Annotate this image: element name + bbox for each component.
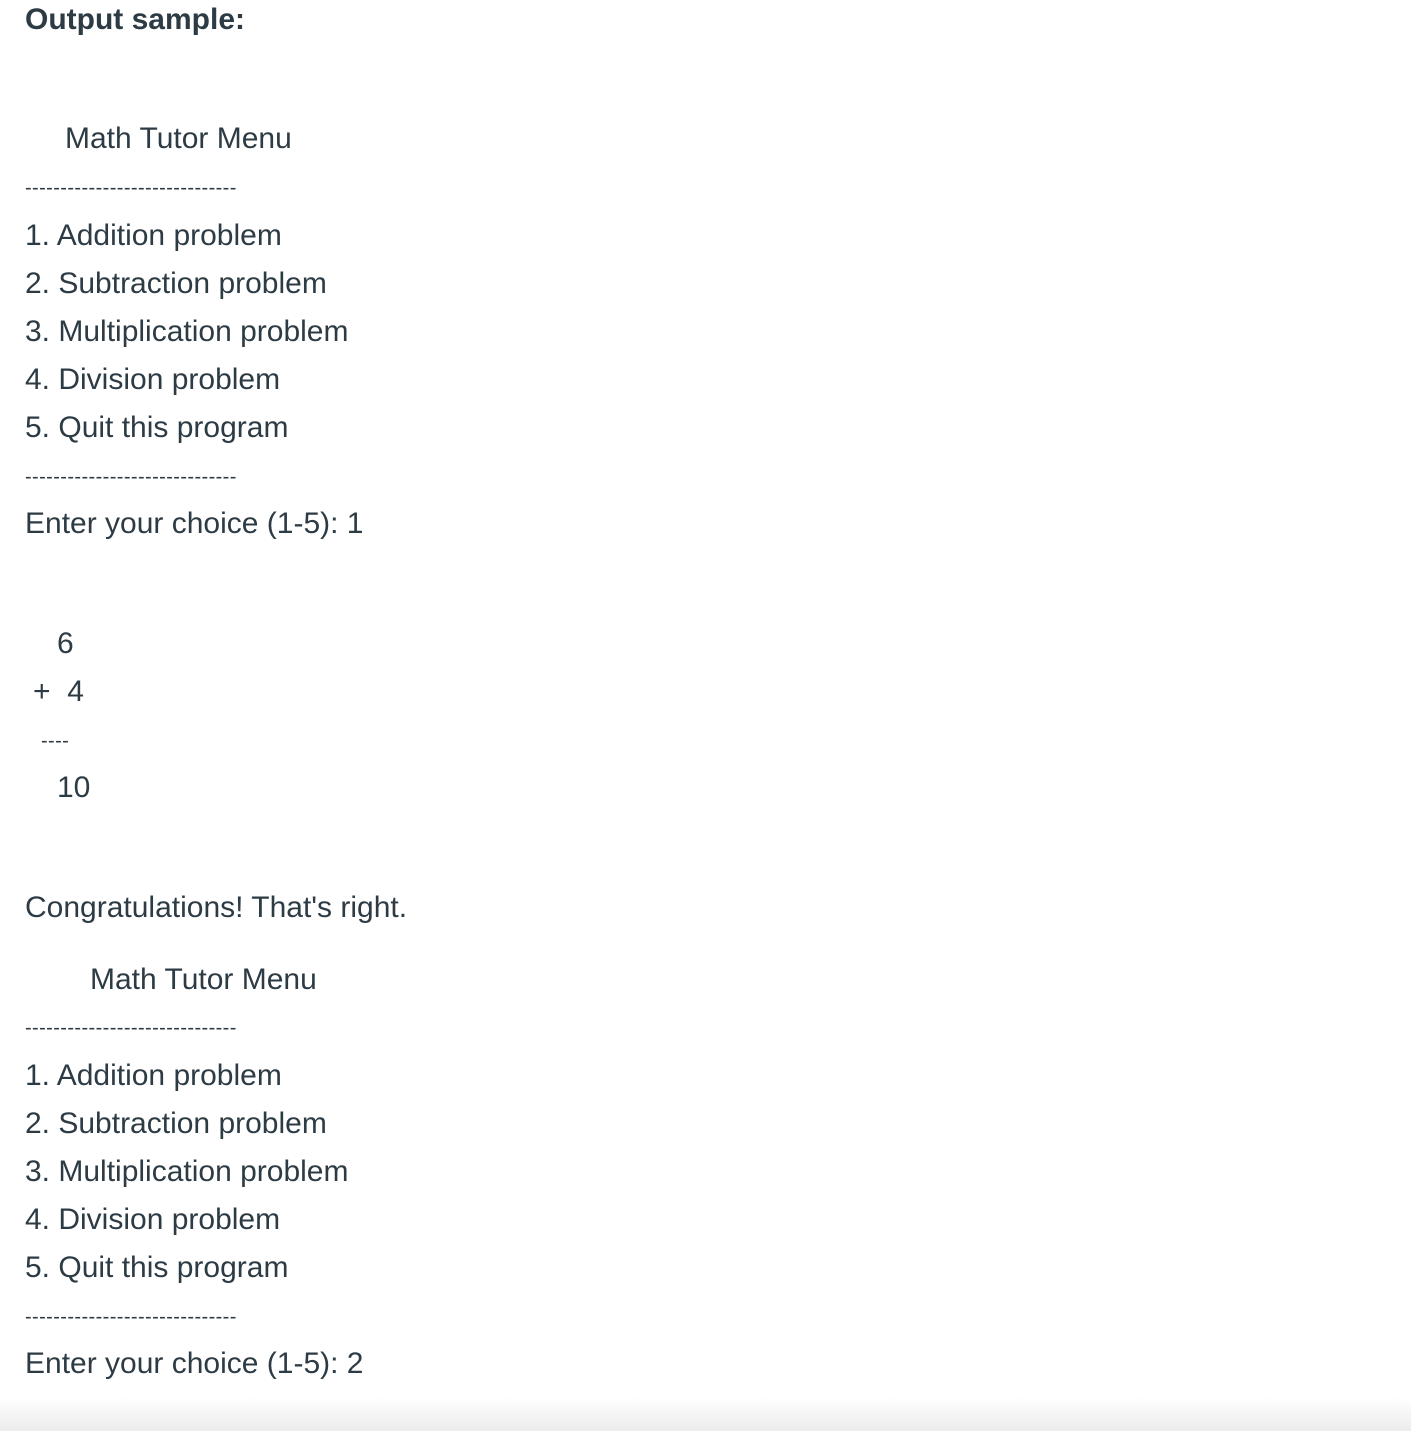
menu-item-multiplication: 3. Multiplication problem	[25, 315, 349, 348]
menu-item-quit: 5. Quit this program	[25, 411, 289, 444]
menu-divider-top: ------------------------------	[25, 1017, 237, 1039]
feedback-message: Congratulations! That's right.	[25, 891, 408, 924]
menu-item-subtraction: 2. Subtraction problem	[25, 267, 327, 300]
menu-divider-top: ------------------------------	[25, 177, 237, 199]
choice-prompt: Enter your choice (1-5): 1	[25, 507, 364, 540]
bottom-shadow	[0, 1397, 1411, 1431]
menu-divider-bottom: ------------------------------	[25, 1306, 237, 1328]
menu-item-subtraction: 2. Subtraction problem	[25, 1107, 327, 1140]
menu-title: Math Tutor Menu	[90, 963, 317, 996]
menu-item-division: 4. Division problem	[25, 363, 281, 396]
menu-divider-bottom: ------------------------------	[25, 466, 237, 488]
menu-item-addition: 1. Addition problem	[25, 1059, 282, 1092]
problem-result: 10	[57, 771, 91, 804]
output-sample-heading: Output sample:	[25, 3, 246, 36]
menu-item-multiplication: 3. Multiplication problem	[25, 1155, 349, 1188]
problem-top-operand: 6	[57, 627, 74, 660]
menu-title: Math Tutor Menu	[65, 122, 292, 155]
menu-item-quit: 5. Quit this program	[25, 1251, 289, 1284]
menu-item-division: 4. Division problem	[25, 1203, 281, 1236]
menu-item-addition: 1. Addition problem	[25, 219, 282, 252]
problem-operator-line: + 4	[33, 675, 84, 708]
choice-prompt: Enter your choice (1-5): 2	[25, 1347, 364, 1380]
problem-rule: ----	[41, 730, 70, 752]
